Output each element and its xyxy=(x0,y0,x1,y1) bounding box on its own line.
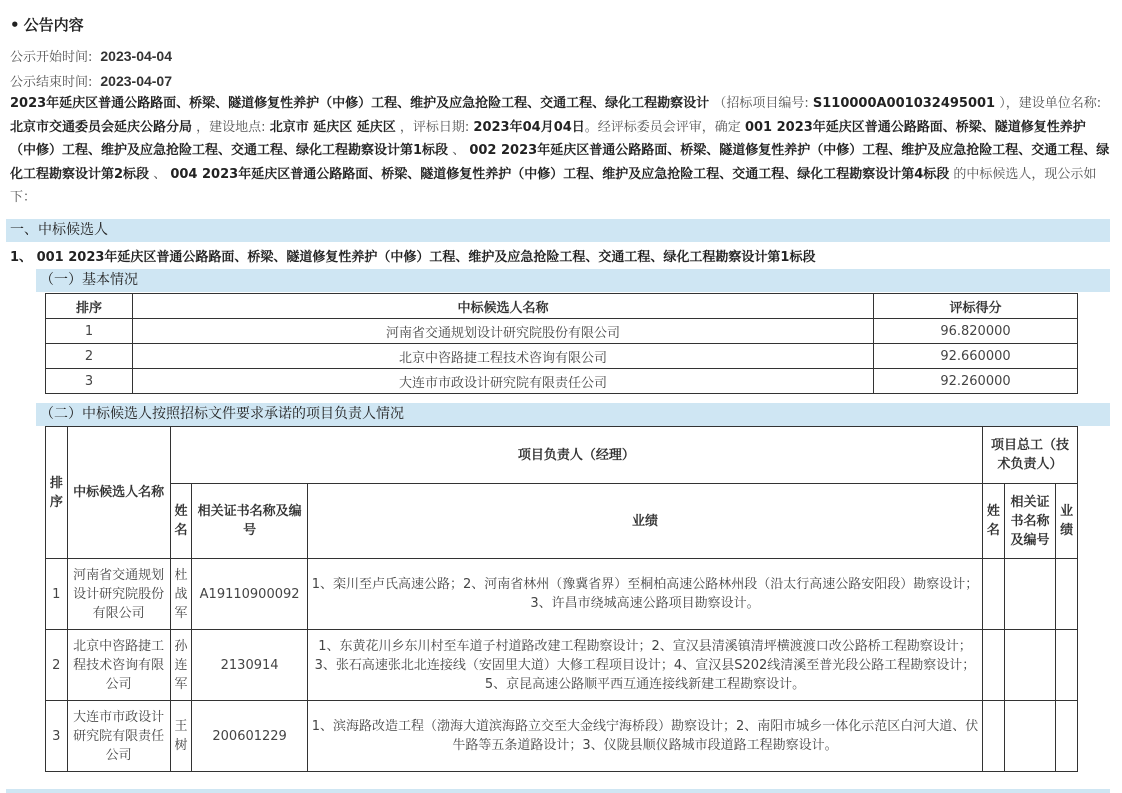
subsection-band xyxy=(36,403,1110,426)
publish-end-label: 公示结束时间: xyxy=(10,75,93,90)
manager-name-cell: 杜战军 xyxy=(170,559,192,630)
header-manager-name: 姓名 xyxy=(170,484,192,559)
rank-cell: 2 xyxy=(46,630,68,701)
chief-name-cell xyxy=(983,630,1005,701)
table-row xyxy=(46,701,1078,772)
intro-text-1: 。经评标委员会评审，确定 xyxy=(584,119,741,135)
project-code: S110000A001032495001 xyxy=(812,96,996,111)
candidate-name-cell: 北京中咨路捷工程技术咨询有限公司 xyxy=(133,344,874,369)
publish-end xyxy=(10,71,172,90)
manager-name-cell: 王树 xyxy=(170,701,192,772)
site-value: 北京市 延庆区 延庆区 xyxy=(269,119,396,135)
lot-4-name: 004 2023年延庆区普通公路路面、桥梁、隧道修复性养护（中修）工程、维护及应急抢险工程、交通工程、绿化工程勘察设计第4标段 xyxy=(170,166,950,182)
section-bottom-band xyxy=(6,789,1110,793)
header-candidate-name: 中标候选人名称 xyxy=(67,427,170,559)
table-row xyxy=(46,344,1078,369)
candidate-name-cell: 北京中咨路捷工程技术咨询有限公司 xyxy=(67,630,170,701)
manager-performance-cell: 1、东黄花川乡东川村至车道子村道路改建工程勘察设计；2、宣汉县清溪镇清坪横渡渡口改公路桥工程勘察设计；3、张石高速张北北连接线（安固里大道）大修工程项目设计；4、宣汉县S202线清溪至普光段公路工程勘察设计；5、京昆高速公路顺平西互通连接线新建工程勘察设计。 xyxy=(307,630,982,701)
manager-cert-cell: 200601229 xyxy=(192,701,307,772)
header-manager-performance: 业绩 xyxy=(307,484,982,559)
candidate-name-cell: 大连市市政设计研究院有限责任公司 xyxy=(67,701,170,772)
page-title xyxy=(10,14,84,35)
header-chief-performance: 业绩 xyxy=(1056,484,1078,559)
header-rank: 排序 xyxy=(46,427,68,559)
bullet-icon: • xyxy=(10,16,20,34)
candidate-name-cell: 河南省交通规划设计研究院股份有限公司 xyxy=(67,559,170,630)
candidate-name-cell: 大连市市政设计研究院有限责任公司 xyxy=(133,369,874,394)
rank-cell: 1 xyxy=(46,559,68,630)
eval-date: 2023年04月04日 xyxy=(473,119,585,135)
candidate-name-cell: 河南省交通规划设计研究院股份有限公司 xyxy=(133,319,874,344)
manager-name-cell: 孙连军 xyxy=(170,630,192,701)
section-title: 一、中标候选人 xyxy=(10,222,108,238)
chief-cert-cell xyxy=(1004,701,1056,772)
code-label: （招标项目编号: xyxy=(713,96,809,111)
separator: 、 xyxy=(153,166,167,182)
header-rank: 排序 xyxy=(46,294,133,319)
manager-cert-cell: 2130914 xyxy=(192,630,307,701)
score-cell: 96.820000 xyxy=(874,319,1078,344)
chief-name-cell xyxy=(983,559,1005,630)
separator: 、 xyxy=(452,143,466,158)
manager-info-table xyxy=(45,426,1078,772)
table-row xyxy=(46,369,1078,394)
owner-label: ），建设单位名称: xyxy=(999,96,1102,111)
header-chief-name: 姓名 xyxy=(983,484,1005,559)
header-manager-group: 项目负责人（经理） xyxy=(170,427,982,484)
table-row xyxy=(46,319,1078,344)
publish-start-label: 公示开始时间: xyxy=(10,50,93,65)
basic-info-title: （一）基本情况 xyxy=(40,272,138,288)
chief-performance-cell xyxy=(1056,559,1078,630)
site-label: ，建设地点: xyxy=(196,119,266,135)
page-title-text: 公告内容 xyxy=(23,16,84,34)
table-header-row xyxy=(46,484,1078,559)
chief-performance-cell xyxy=(1056,630,1078,701)
date-label: ，评标日期: xyxy=(399,119,470,135)
rank-cell: 2 xyxy=(46,344,133,369)
chief-cert-cell xyxy=(1004,630,1056,701)
intro-paragraph xyxy=(10,92,1110,210)
section-band xyxy=(6,219,1110,242)
table-row xyxy=(46,559,1078,630)
project-name: 2023年延庆区普通公路路面、桥梁、隧道修复性养护（中修）工程、维护及应急抢险工程、交通工程、绿化工程勘察设计 xyxy=(10,96,710,111)
manager-performance-cell: 1、滨海路改造工程（渤海大道滨海路立交至大金线宁海桥段）勘察设计；2、南阳市城乡一体化示范区白河大道、伏牛路等五条道路设计；3、仪陇县顺仪路城市段道路工程勘察设计。 xyxy=(307,701,982,772)
chief-cert-cell xyxy=(1004,559,1056,630)
table-header-row xyxy=(46,427,1078,484)
header-candidate-name: 中标候选人名称 xyxy=(133,294,874,319)
basic-info-table xyxy=(45,293,1078,394)
rank-cell: 3 xyxy=(46,701,68,772)
rank-cell: 1 xyxy=(46,319,133,344)
publish-start xyxy=(10,46,172,65)
manager-cert-cell: A19110900092 xyxy=(192,559,307,630)
owner-name: 北京市交通委员会延庆公路分局 xyxy=(10,119,193,135)
chief-performance-cell xyxy=(1056,701,1078,772)
publish-start-value: 2023-04-04 xyxy=(100,48,173,64)
subsection-band xyxy=(36,269,1110,292)
lot-title: 1、 001 2023年延庆区普通公路路面、桥梁、隧道修复性养护（中修）工程、维护及应急抢险工程、交通工程、绿化工程勘察设计第1标段 xyxy=(10,250,816,265)
score-cell: 92.660000 xyxy=(874,344,1078,369)
header-chief-cert: 相关证书名称及编号 xyxy=(1004,484,1056,559)
manager-performance-cell: 1、栾川至卢氏高速公路；2、河南省林州（豫冀省界）至桐柏高速公路林州段（沿太行高速公路安阳段）勘察设计；3、许昌市绕城高速公路项目勘察设计。 xyxy=(307,559,982,630)
chief-name-cell xyxy=(983,701,1005,772)
publish-end-value: 2023-04-07 xyxy=(100,73,173,89)
score-cell: 92.260000 xyxy=(874,369,1078,394)
table-row xyxy=(46,630,1078,701)
lot-1-name: 001 2023年延庆区普通公路路面、桥梁、隧道修复性养护（中修）工程、维护及应急抢险工程、交通工程、绿化工程勘察设计第1标段 xyxy=(10,119,1086,158)
intro-text-2: 的中标候选人，现公示如下： xyxy=(10,166,1097,205)
table-header-row xyxy=(46,294,1078,319)
rank-cell: 3 xyxy=(46,369,133,394)
manager-info-title: （二）中标候选人按照招标文件要求承诺的项目负责人情况 xyxy=(40,406,404,422)
lot-2-name: 002 2023年延庆区普通公路路面、桥梁、隧道修复性养护（中修）工程、维护及应急抢险工程、交通工程、绿化工程勘察设计第2标段 xyxy=(10,143,1110,182)
header-manager-cert: 相关证书名称及编号 xyxy=(192,484,307,559)
header-score: 评标得分 xyxy=(874,294,1078,319)
header-chief-group: 项目总工（技术负责人） xyxy=(983,427,1078,484)
